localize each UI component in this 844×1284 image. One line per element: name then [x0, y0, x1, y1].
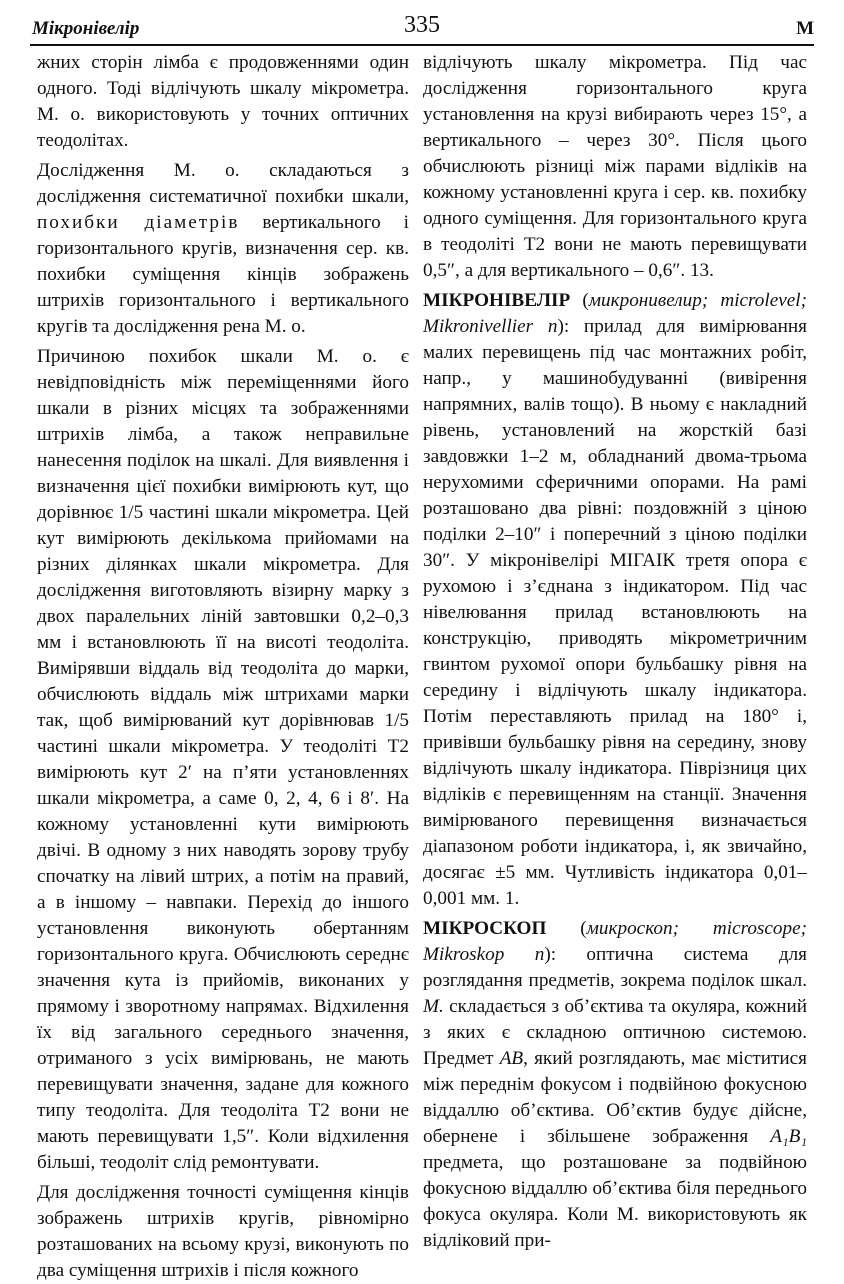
- text: (: [570, 290, 589, 311]
- right-column: [423, 50, 807, 1254]
- entry-body: складається з об’єктива та окуляра, кожний з яких є складною оптичною системою. Предмет: [423, 996, 807, 1069]
- entry-mikronivelir: [423, 288, 807, 912]
- abbrev: М.: [423, 996, 444, 1017]
- section-letter: М: [796, 18, 814, 39]
- left-column: [37, 50, 409, 1284]
- symbol: A₁B₁: [770, 1126, 807, 1147]
- entry-term: МІКРОСКОП: [423, 918, 547, 939]
- text: (: [546, 918, 587, 939]
- page-number: 335: [404, 12, 440, 38]
- running-title: Мікронівелір: [32, 18, 140, 39]
- entry-synonyms: микроскоп; microscope; Mikroskop n: [423, 918, 808, 965]
- spaced-term: похибки діаметрів: [37, 212, 240, 233]
- entry-term: МІКРОНІВЕЛІР: [423, 290, 571, 311]
- paragraph: відлічують шкалу мікрометра. Під час дослідження горизонтального круга установлення на крузі вибирають через 15°, а вертикального – через 30°. Після цього обчислюють різниці між парами відліків на кожному установленні круга і сер. кв. похибку одного суміщення. Для горизонтального круга в теодоліті Т2 вони не мають перевищувати 0,5″, а для вертикального – 0,6″. 13.: [423, 52, 807, 281]
- entry-body: , який розглядають, має міститися між переднім фокусом і подвійною фокусною віддаллю об’єктива. Об’єктив будує дійсне, обернене і збільшене зображення: [423, 1048, 807, 1147]
- entry-synonyms: микронивелир; microlevel; Mikronivellier n: [423, 290, 807, 337]
- entry-body: ): прилад для вимірювання малих перевищень під час монтажних робіт, напр., у машинобудуванні (вивірення напрямних, валів тощо). В ньому є накладний рівень, установлений на жорсткій базі завдовжки 1–2 м, обладнаний двома-трьома нерухомими сферичними опорами. На рамі розташовано два рівні: поздовжній з ціною поділки 2–10″ і поперечний з ціною поділки 30″. У мікронівелірі МІГАІК третя опора є рухомою і з’єднана з індикатором. Під час нівелювання прилад встановлюють на конструкцію, приводять мікрометричним гвинтом рухомої опори бульбашку рівня на середину і відлічують шкалу індикатора. Потім переставляють прилад на 180° і, привівши бульбашку рівня на середину, знову відлічують шкалу індикатора. Піврізниця цих відліків є перевищенням на станції. Значення вимірюваного перевищення визначається діапазоном роботи індикатора, і, як звичайно, досягає ±5 мм. Чутливість індикатора 0,01–0,001 мм. 1.: [423, 316, 807, 909]
- entry-body: ): оптична система для розглядання предметів, зокрема поділок шкал.: [423, 944, 807, 991]
- header-rule: [30, 44, 814, 46]
- paragraph: Причиною похибок шкали М. о. є невідповідність між переміщеннями його шкали в різних місцях та зображеннями штрихів лімба, а також неправильне нанесення поділок на шкалі. Для виявлення і визначення цієї похибки вимірюють кут, що дорівнює 1/5 частині шкали мікрометра. Цей кут вимірюють декількома прийомами на різних ділянках шкали мікрометра. Для дослідження виготовляють візирну марку з двох паралельних ліній завтовшки 0,2–0,3 мм і встановлюють її на висоті теодоліта. Вимірявши віддаль від теодоліта до марки, обчислюють віддаль між штрихами марки так, щоб вимірюваний кут дорівнював 1/5 частині шкали мікрометра. У теодоліті Т2 вимірюють кут 2′ на п’яти установленнях шкали мікрометра, а саме 0, 2, 4, 6 і 8′. На кожному установленні кути вимірюють двічі. В одному з них наводять зорову трубу спочатку на лівий штрих, а потім на правий, а в іншому – навпаки. Перехід до іншого установлення виконують обертанням горизонтального круга. Обчислюють середнє значення кута із прийомів, виконаних у прямому і зворотному напрямах. Відхилення їх від загального середнього значення, отриманого з усіх вимірювань, не мають перевищувати значення, задане для кожного типу теодоліта. Для теодоліта Т2 вони не мають перевищувати 1,5″. Коли відхилення більші, теодоліт слід ремонтувати.: [37, 346, 409, 1173]
- paragraph: [37, 158, 409, 340]
- entry-body: предмета, що розташоване за подвійною фокусною віддаллю об’єктива біля переднього фокуса окуляра. Коли М. використовують як відліковий при-: [423, 1152, 807, 1251]
- text: Дослідження М. о. складаються з дослідження систематичної похибки шкали,: [37, 160, 409, 207]
- text: вертикального і горизонтального кругів, визначення сер. кв. похибки суміщення кінців зображень штрихів горизонтального і вертикального кругів та дослідження рена М. о.: [37, 212, 409, 337]
- symbol: AB: [499, 1048, 524, 1069]
- paragraph: Для дослідження точності суміщення кінців зображень штрихів кругів, рівномірно розташованих на всьому крузі, виконують по два суміщення штрихів і після кожного: [37, 1182, 409, 1281]
- entry-mikroskop: [423, 916, 807, 1254]
- paragraph: жних сторін лімба є продовженнями один одного. Тоді відлічують шкалу мікрометра. М. о. використовують у точних оптичних теодолітах.: [37, 52, 409, 151]
- page-header: [30, 10, 814, 44]
